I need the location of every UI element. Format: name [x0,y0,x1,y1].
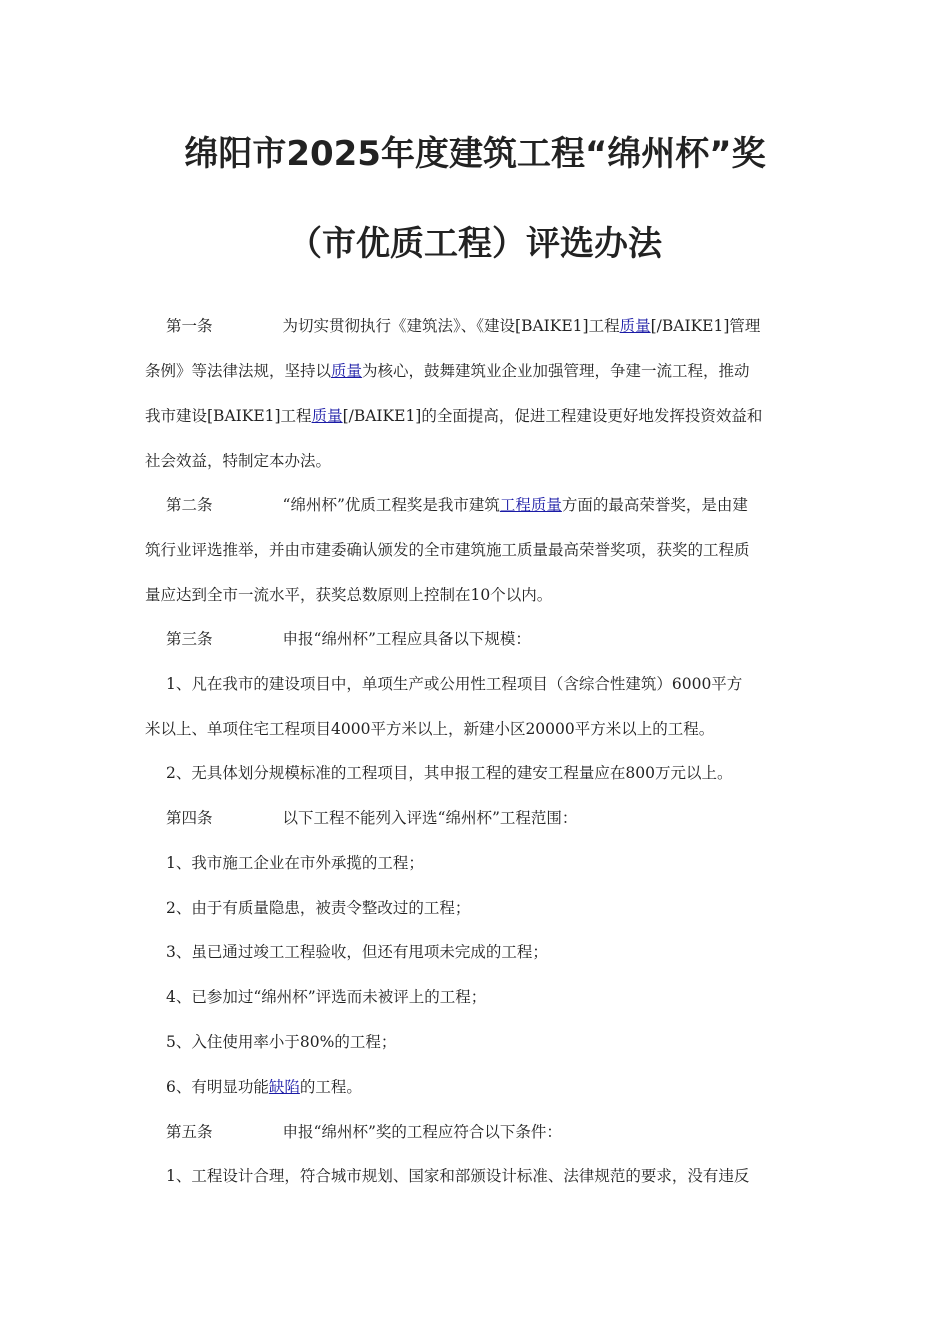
article-4-line-1 [166,807,831,829]
article-5-item-1: 1、工程设计合理，符合城市规划、国家和部颁设计标准、法律规范的要求，没有违反 [166,1167,750,1185]
article-4-item-6-text: 6、有明显功能 [166,1078,269,1096]
article-3-line-1 [166,628,831,650]
article-4-label: 第四条 [166,809,213,827]
article-3-item-1-line-1: 1、凡在我市的建设项目中，单项生产或公用性工程项目（含综合性建筑）6000平方 [166,675,743,693]
article-4-item-3: 3、虽已通过竣工工程验收，但还有甩项未完成的工程； [166,943,548,961]
quality-link[interactable]: 质量 [619,317,651,335]
article-3-text: 申报“绵州杯”工程应具备以下规模： [282,630,531,648]
article-4-item-6-text: 的工程。 [299,1078,362,1096]
article-2-line-1 [166,494,831,516]
article-1-label: 第一条 [166,317,213,335]
article-1-line-3 [145,405,810,427]
article-3-item-1-line-2: 米以上、单项住宅工程项目4000平方米以上，新建小区20000平方米以上的工程。 [145,720,715,738]
article-1-text: [/BAIKE1]的全面提高，促进工程建设更好地发挥投资效益和 [342,407,763,425]
article-4-text: 以下工程不能列入评选“绵州杯”工程范围： [282,809,578,827]
article-1-line-4: 社会效益，特制定本办法。 [145,452,332,470]
article-1-text: 为核心，鼓舞建筑业企业加强管理，争建一流工程，推动 [362,362,750,380]
article-2-text: “绵州杯”优质工程奖是我市建筑 [282,496,500,514]
article-5-text: 申报“绵州杯”奖的工程应符合以下条件： [282,1123,562,1141]
quality-link[interactable]: 质量 [331,362,363,380]
engineering-quality-link[interactable]: 工程质量 [499,496,562,514]
document-title-line-2: （市优质工程）评选办法 [288,224,662,264]
document-title-line-1: 绵阳市2025年度建筑工程“绵州杯”奖 [184,134,766,174]
article-4-item-5: 5、入住使用率小于80%的工程； [166,1033,397,1051]
article-2-line-3: 量应达到全市一流水平，获奖总数原则上控制在10个以内。 [145,586,553,604]
article-4-item-4: 4、已参加过“绵州杯”评选而未被评上的工程； [166,988,487,1006]
article-2-line-2: 筑行业评选推举，并由市建委确认颁发的全市建筑施工质量最高荣誉奖项，获奖的工程质 [145,541,750,559]
article-1-text: 条例》等法律法规，坚持以 [145,362,332,380]
article-1-text: 为切实贯彻执行《建筑法》、《建设[BAIKE1]工程 [282,317,620,335]
article-2-text: 方面的最高荣誉奖，是由建 [561,496,748,514]
article-2-label: 第二条 [166,496,213,514]
article-1-text: [/BAIKE1]管理 [650,317,761,335]
article-1-line-1 [166,315,831,337]
article-3-label: 第三条 [166,630,213,648]
article-1-line-2 [145,360,810,382]
defect-link[interactable]: 缺陷 [268,1078,300,1096]
quality-link[interactable]: 质量 [311,407,343,425]
article-4-item-6 [166,1076,831,1098]
article-5-line-1 [166,1121,831,1143]
article-3-item-2: 2、无具体划分规模标准的工程项目，其申报工程的建安工程量应在800万元以上。 [166,764,733,782]
article-4-item-1: 1、我市施工企业在市外承揽的工程； [166,854,424,872]
article-4-item-2: 2、由于有质量隐患，被责令整改过的工程； [166,899,471,917]
article-5-label: 第五条 [166,1123,213,1141]
article-1-text: 我市建设[BAIKE1]工程 [145,407,312,425]
